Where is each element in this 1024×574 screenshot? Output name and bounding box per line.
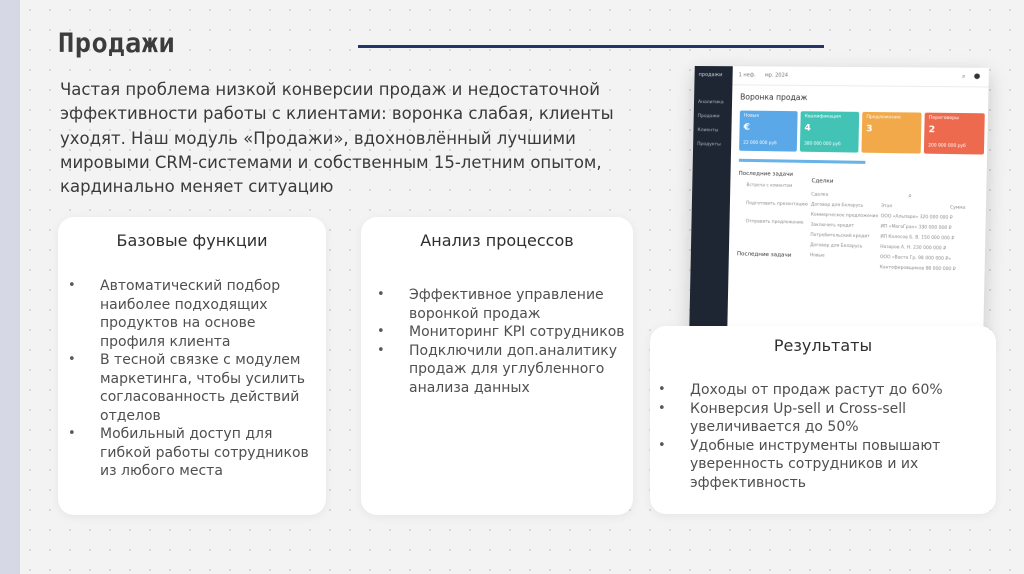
card-title: Анализ процессов	[420, 231, 574, 250]
crm-menu-item: Клиенты	[697, 128, 719, 134]
process-analysis-list	[377, 286, 627, 397]
crm-progress-bar	[739, 159, 866, 164]
crm-tile-sum: 22 000 000 руб	[743, 139, 777, 146]
list-item: • Удобные инструменты повышают уверенность сотрудников и их эффективность	[658, 437, 988, 493]
page-title: Продажи	[58, 28, 176, 59]
crm-deal: Сделка	[811, 192, 829, 198]
list-item: • Мониторинг KPI сотрудников	[377, 323, 627, 342]
crm-stage-tile	[861, 112, 921, 154]
list-item: • Конверсия Up-sell и Cross-sell увеличивается до 50%	[658, 400, 988, 437]
list-item: • Доходы от продаж растут до 60%	[658, 381, 988, 400]
crm-top-b: мр. 2024	[764, 72, 789, 79]
crm-deal: Новые	[809, 253, 825, 259]
list-item: • Подключили доп.аналитику продаж для углубленного анализа данных	[377, 342, 627, 398]
crm-menu-item: Продукты	[697, 142, 721, 148]
crm-stage-tile	[739, 111, 798, 152]
crm-top-a: 1 неф.	[738, 72, 756, 79]
crm-deal: Коммерческое предложение	[810, 212, 879, 220]
title-underline	[358, 45, 824, 48]
list-item: • В тесной связке с модулем маркетинга, чтобы усилить согласованность действий отделов	[68, 351, 318, 425]
intro-paragraph: Частая проблема низкой конверсии продаж и недостаточной эффективности работы с клиентами: воронка слабая, клиенты уходят. Наш модуль «Продажи», вдохновлённый лучшими мировыми CRM-системами и собственным 15-летним опытом, кардинально меняет ситуацию	[60, 80, 614, 197]
crm-tile-number: 2	[928, 124, 936, 136]
crm-stage-tile	[800, 111, 859, 152]
crm-tile-number: 3	[865, 124, 873, 135]
crm-screenshot	[689, 66, 989, 342]
crm-page-title: Воронка продаж	[740, 92, 808, 103]
crm-deal: Потребительский кредит	[810, 232, 870, 240]
left-accent-stripe	[0, 0, 20, 574]
list-item: • Мобильный доступ для гибкой работы сотрудников из любого места	[68, 425, 318, 481]
crm-deals-title: Сделки	[811, 178, 834, 185]
crm-company: ИП «МагоГран» 330 000 000 ₽	[880, 224, 952, 232]
crm-company: Кантофировщиков 88 000 000 ₽	[879, 265, 956, 273]
basic-functions-card	[58, 217, 326, 515]
user-icon: ●	[973, 71, 981, 81]
crm-stage-tile	[924, 113, 985, 155]
crm-deal: Заключить кредит	[810, 222, 855, 229]
crm-tile-sum: 200 000 000 руб	[928, 142, 966, 149]
process-analysis-card	[361, 217, 633, 515]
crm-menu-item: Продажи	[697, 114, 720, 120]
list-item: • Эффективное управление воронкой продаж	[377, 286, 627, 323]
crm-company: ООО «Альпари» 320 000 000 ₽	[880, 214, 953, 221]
crm-tile-sum: 380 000 000 руб	[804, 140, 841, 147]
crm-tile-label: Переговоры	[928, 115, 960, 122]
crm-company: ООО «Васта Гр. 98 000 000 ₽»	[879, 255, 952, 263]
crm-logo: продажи	[698, 72, 723, 79]
crm-tile-label: Квалификация	[804, 114, 841, 120]
crm-tile-label: Новые	[743, 113, 760, 119]
results-list	[658, 381, 988, 492]
crm-task: Отправить предложение	[745, 219, 804, 226]
crm-deals-col-b: Сумма	[949, 205, 966, 211]
crm-topbar	[732, 66, 989, 87]
crm-company: Назаров А. Н. 230 000 000 ₽	[880, 244, 947, 252]
crm-sidebar	[689, 66, 733, 333]
card-title: Результаты	[773, 336, 873, 355]
crm-tasks-title: Последние задачи	[738, 170, 794, 178]
crm-tile-number: €	[743, 122, 751, 133]
crm-tasks2-title: Последние задачи	[736, 251, 792, 259]
card-title: Базовые функции	[116, 231, 268, 250]
search-icon: ⌕	[961, 72, 966, 81]
crm-task: Встреча с клиентом	[746, 183, 793, 189]
results-card	[650, 326, 996, 514]
crm-company: ИП Колесов Б. В. 150 000 000 ₽	[880, 234, 955, 242]
basic-functions-list	[68, 277, 318, 481]
crm-deal: Договор для Беларусь	[810, 202, 864, 209]
crm-task: Подготовить презентацию	[745, 201, 808, 208]
filter-icon: ⌕	[908, 192, 912, 200]
crm-tile-number: 4	[804, 123, 811, 134]
crm-tile-label: Предложение	[866, 115, 901, 121]
crm-deal: Договор для Беларусь	[810, 243, 863, 250]
crm-menu-item: Аналитика	[697, 100, 724, 106]
crm-deals-col-a: Этап	[880, 203, 893, 210]
list-item: • Автоматический подбор наиболее подходящих продуктов на основе профиля клиента	[68, 277, 318, 351]
